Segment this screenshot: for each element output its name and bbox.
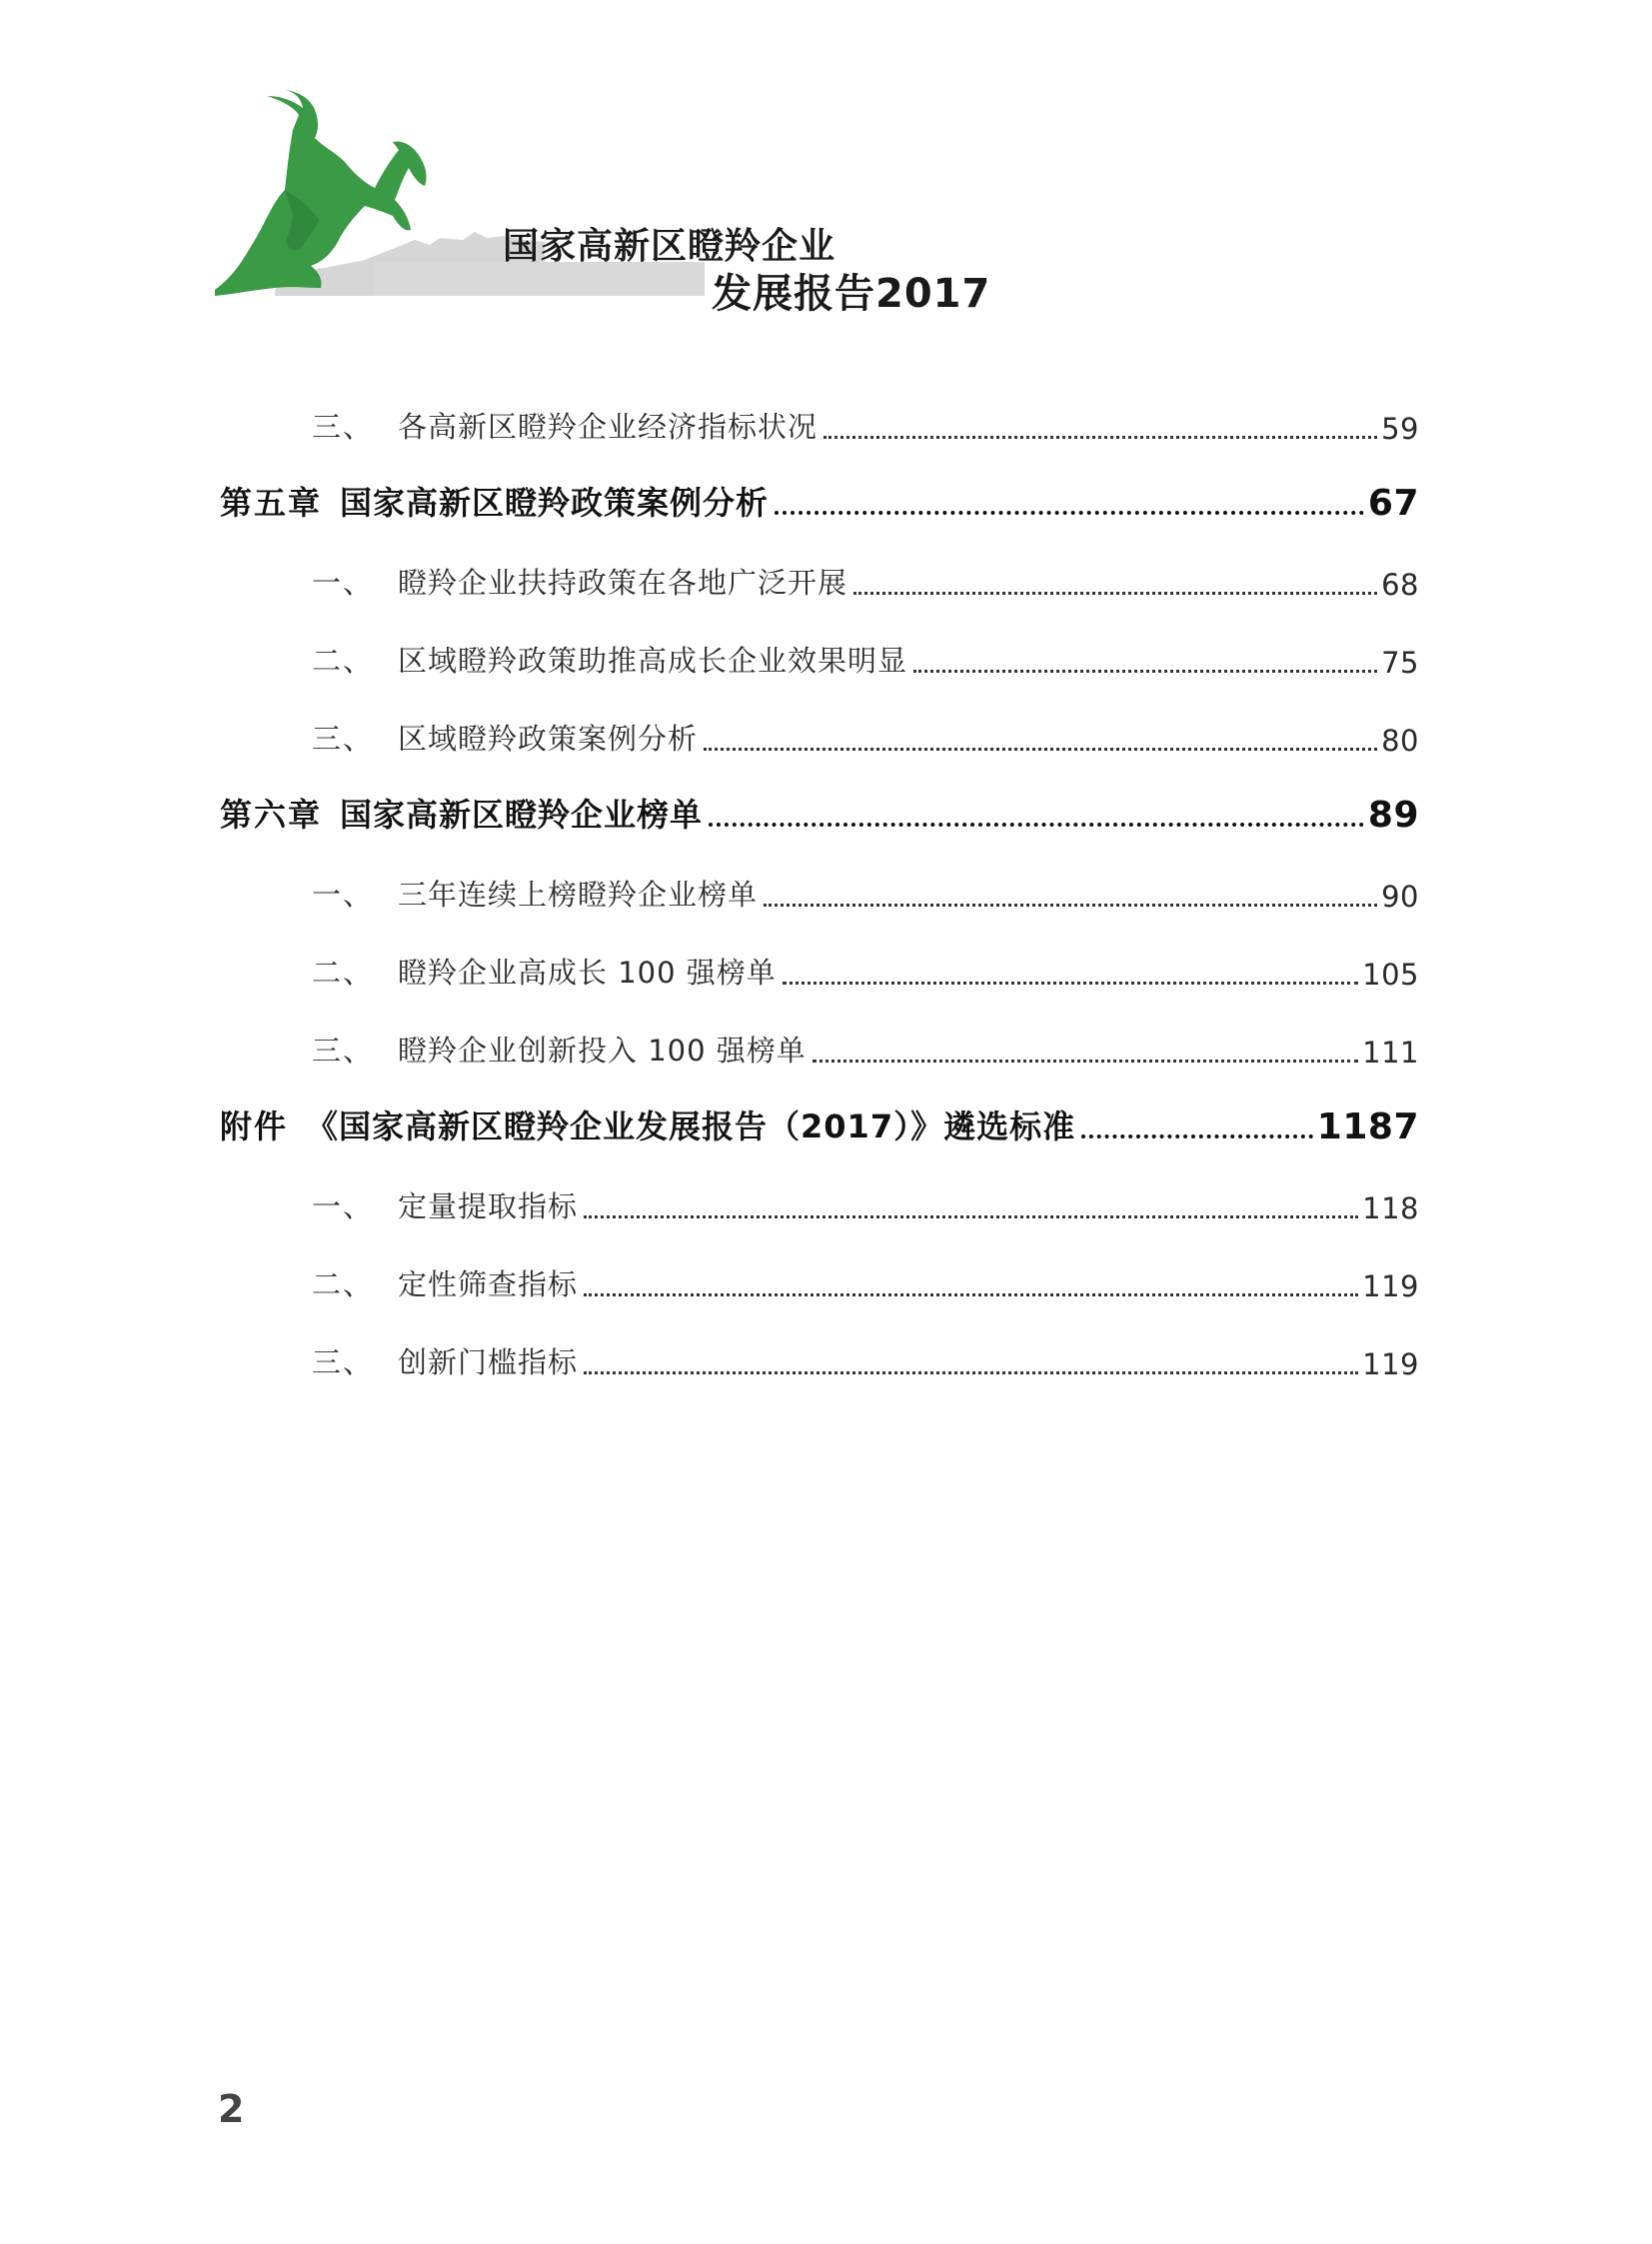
table-of-contents [220, 368, 1419, 1381]
toc-entry-title: 定量提取指标 [398, 1189, 579, 1223]
toc-section-entry[interactable] [220, 914, 1419, 992]
toc-section-entry[interactable] [220, 992, 1419, 1070]
toc-section-entry[interactable] [220, 368, 1419, 446]
toc-dot-leader [853, 592, 1377, 595]
gazelle-logo-icon [215, 90, 705, 305]
toc-chapter-entry[interactable] [220, 1070, 1419, 1147]
report-title-line2: 发展报告2017 [712, 271, 991, 317]
toc-entry-title: 国家高新区瞪羚企业榜单 [340, 796, 704, 834]
report-title-line1: 国家高新区瞪羚企业 [503, 226, 836, 267]
page-header [0, 0, 1652, 330]
toc-section-entry[interactable] [220, 1147, 1419, 1225]
toc-dot-leader [824, 436, 1377, 439]
toc-section-entry[interactable] [220, 1303, 1419, 1381]
toc-dot-leader [1081, 1134, 1313, 1138]
toc-dot-leader [584, 1215, 1358, 1218]
toc-entry-number: 一、 [312, 1189, 375, 1223]
toc-entry-page: 89 [1367, 795, 1419, 836]
toc-entry-page: 80 [1381, 724, 1419, 758]
toc-entry-number: 一、 [312, 566, 375, 600]
toc-section-entry[interactable] [220, 1225, 1419, 1303]
toc-entry-number: 二、 [312, 956, 375, 990]
toc-entry-number: 第五章 [220, 484, 323, 522]
toc-entry-title: 定性筛查指标 [398, 1267, 579, 1301]
toc-entry-number: 附件 [220, 1108, 289, 1145]
toc-entry-page: 90 [1381, 880, 1419, 914]
toc-entry-number: 二、 [312, 1267, 375, 1301]
toc-entry-number: 三、 [312, 1034, 375, 1068]
toc-section-entry[interactable] [220, 524, 1419, 602]
toc-entry-number: 三、 [312, 410, 375, 444]
toc-entry-title: 瞪羚企业创新投入 100 强榜单 [398, 1034, 807, 1068]
toc-dot-leader [913, 670, 1377, 673]
toc-entry-number: 一、 [312, 878, 375, 912]
toc-entry-title: 国家高新区瞪羚政策案例分析 [340, 484, 770, 522]
toc-entry-title: 区域瞪羚政策案例分析 [398, 722, 699, 756]
toc-dot-leader [584, 1293, 1358, 1296]
toc-entry-page: 75 [1381, 646, 1419, 680]
toc-chapter-entry[interactable] [220, 758, 1419, 836]
toc-dot-leader [584, 1371, 1358, 1374]
toc-entry-page: 111 [1362, 1036, 1419, 1070]
toc-entry-page: 119 [1362, 1347, 1419, 1381]
toc-entry-title: 创新门槛指标 [398, 1345, 579, 1379]
toc-entry-page: 118 [1362, 1191, 1419, 1225]
toc-entry-page: 105 [1362, 958, 1419, 992]
toc-entry-number: 第六章 [220, 796, 323, 834]
toc-dot-leader [775, 511, 1364, 515]
toc-dot-leader [704, 748, 1377, 751]
toc-dot-leader [764, 904, 1377, 907]
toc-section-entry[interactable] [220, 836, 1419, 914]
toc-entry-number: 二、 [312, 644, 375, 678]
toc-entry-number: 三、 [312, 1345, 375, 1379]
toc-entry-page: 1187 [1316, 1107, 1419, 1147]
toc-entry-title: 各高新区瞪羚企业经济指标状况 [398, 410, 819, 444]
toc-section-entry[interactable] [220, 602, 1419, 680]
toc-dot-leader [709, 823, 1364, 827]
toc-entry-page: 67 [1367, 483, 1419, 524]
toc-entry-page: 68 [1381, 568, 1419, 602]
toc-dot-leader [783, 982, 1358, 985]
page-number: 2 [218, 2087, 245, 2131]
toc-chapter-entry[interactable] [220, 446, 1419, 524]
toc-entry-title: 瞪羚企业扶持政策在各地广泛开展 [398, 566, 848, 600]
toc-entry-title: 瞪羚企业高成长 100 强榜单 [398, 956, 777, 990]
toc-dot-leader [813, 1060, 1358, 1063]
toc-entry-page: 119 [1362, 1269, 1419, 1303]
toc-entry-title: 《国家高新区瞪羚企业发展报告（2017）》遴选标准 [306, 1108, 1076, 1145]
toc-entry-title: 三年连续上榜瞪羚企业榜单 [398, 878, 759, 912]
toc-section-entry[interactable] [220, 680, 1419, 758]
toc-entry-page: 59 [1381, 412, 1419, 446]
toc-entry-title: 区域瞪羚政策助推高成长企业效果明显 [398, 644, 908, 678]
toc-entry-number: 三、 [312, 722, 375, 756]
